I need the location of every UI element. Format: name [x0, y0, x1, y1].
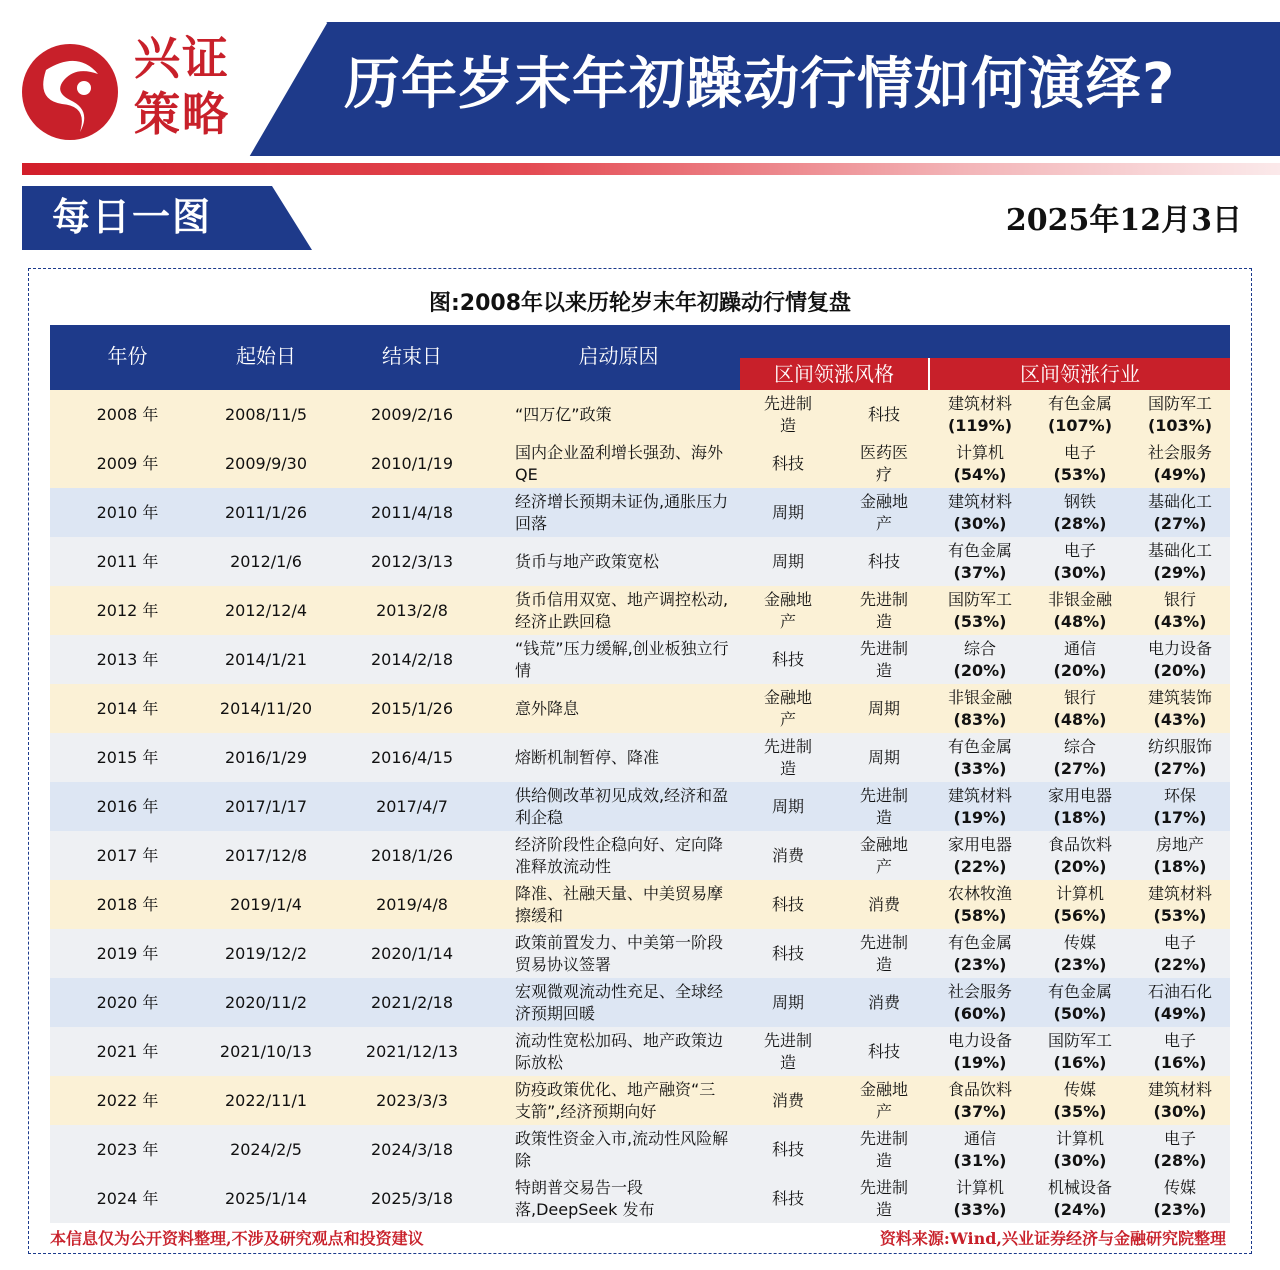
cell-style1: 先进制造	[763, 736, 812, 778]
industry-name: 有色金属	[947, 736, 1012, 756]
cell-end: 2012/3/13	[370, 551, 454, 571]
cell-start: 2012/1/6	[230, 551, 302, 571]
sub-banner	[22, 186, 312, 250]
industry-return: (35%)	[1053, 1101, 1107, 1121]
cell-reason: 降准、社融天量、中美贸易摩擦缓和	[515, 883, 724, 925]
cell-reason: 政策性资金入市,流动性风险解除	[515, 1128, 729, 1170]
industry-return: (33%)	[953, 1199, 1007, 1219]
industry-name: 综合	[1063, 736, 1096, 756]
cell-year: 2017 年	[96, 845, 159, 865]
cell-start: 2025/1/14	[224, 1188, 308, 1208]
cell-industry-3	[1130, 1174, 1230, 1223]
industry-return: (48%)	[1053, 709, 1107, 729]
cell-start: 2011/1/26	[224, 502, 308, 522]
table-row	[50, 537, 1230, 586]
industry-name: 食品饮料	[947, 1079, 1012, 1099]
industry-name: 国防军工	[1047, 1030, 1112, 1050]
cell-industry-1	[930, 586, 1030, 635]
industry-name: 有色金属	[1047, 393, 1112, 413]
industry-return: (53%)	[1153, 905, 1207, 925]
cell-reason: 经济阶段性企稳向好、定向降准释放流动性	[515, 834, 724, 876]
cell-industry-1	[930, 978, 1030, 1027]
cell-industry-1	[930, 782, 1030, 831]
cell-year: 2021 年	[96, 1041, 159, 1061]
cell-industry-1	[930, 1125, 1030, 1174]
industry-name: 电子	[1163, 1128, 1196, 1148]
cell-style2: 先进制造	[859, 638, 908, 680]
industry-return: (43%)	[1153, 709, 1207, 729]
industry-return: (19%)	[953, 1052, 1007, 1072]
cell-year: 2023 年	[96, 1139, 159, 1159]
table-row	[50, 439, 1230, 488]
industry-name: 银行	[1163, 589, 1196, 609]
industry-return: (27%)	[1153, 513, 1207, 533]
cell-style1: 先进制造	[763, 1030, 812, 1072]
cell-style1: 科技	[771, 894, 804, 914]
cell-year: 2014 年	[96, 698, 159, 718]
cell-industry-2	[1030, 586, 1130, 635]
industry-name: 计算机	[1055, 1128, 1104, 1148]
industry-name: 电子	[1063, 442, 1096, 462]
brand-line1: 兴证	[134, 31, 230, 85]
industry-return: (20%)	[1053, 660, 1107, 680]
industry-name: 建筑材料	[947, 785, 1012, 805]
cell-industry-3	[1130, 1027, 1230, 1076]
industry-name: 国防军工	[947, 589, 1012, 609]
cell-industry-3	[1130, 733, 1230, 782]
cell-reason: 政策前置发力、中美第一阶段贸易协议签署	[515, 932, 724, 974]
industry-name: 电子	[1063, 540, 1096, 560]
industry-name: 电子	[1163, 932, 1196, 952]
cell-end: 2017/4/7	[376, 796, 448, 816]
review-table	[50, 325, 1230, 1223]
cell-year: 2020 年	[96, 992, 159, 1012]
cell-style1: 科技	[771, 649, 804, 669]
table-row	[50, 880, 1230, 929]
industry-return: (54%)	[953, 464, 1007, 484]
industry-return: (37%)	[953, 1101, 1007, 1121]
cell-style1: 科技	[771, 1188, 804, 1208]
cell-year: 2011 年	[96, 551, 159, 571]
industry-return: (30%)	[953, 513, 1007, 533]
header-reason: 启动原因	[578, 344, 659, 368]
industry-return: (27%)	[1053, 758, 1107, 778]
industry-name: 食品饮料	[1047, 834, 1112, 854]
industry-return: (29%)	[1153, 562, 1207, 582]
cell-style2: 金融地产	[859, 1079, 908, 1121]
industry-name: 农林牧渔	[947, 883, 1012, 903]
cell-year: 2016 年	[96, 796, 159, 816]
cell-industry-3	[1130, 439, 1230, 488]
cell-industry-3	[1130, 1125, 1230, 1174]
table-row	[50, 1076, 1230, 1125]
industry-return: (30%)	[1153, 1101, 1207, 1121]
industry-name: 建筑材料	[1147, 883, 1212, 903]
cell-start: 2009/9/30	[224, 453, 308, 473]
cell-reason: 货币信用双宽、地产调控松动,经济止跌回稳	[515, 589, 729, 631]
industry-name: 国防军工	[1147, 393, 1212, 413]
header-end: 结束日	[382, 344, 442, 368]
cell-industry-2	[1030, 390, 1130, 439]
cell-industry-3	[1130, 929, 1230, 978]
cell-style1: 科技	[771, 943, 804, 963]
industry-return: (28%)	[1053, 513, 1107, 533]
cell-industry-2	[1030, 929, 1130, 978]
industry-name: 通信	[1063, 638, 1096, 658]
figure-title: 图:2008年以来历轮岁末年初躁动行情复盘	[428, 291, 852, 316]
cell-style2: 金融地产	[859, 834, 908, 876]
title-banner	[248, 22, 1280, 156]
industry-name: 计算机	[1055, 883, 1104, 903]
industry-name: 钢铁	[1063, 491, 1096, 511]
industry-return: (119%)	[947, 415, 1013, 435]
cell-industry-3	[1130, 635, 1230, 684]
cell-industry-1	[930, 1174, 1030, 1223]
industry-name: 传媒	[1163, 1177, 1196, 1197]
cell-reason: 供给侧改革初见成效,经济和盈利企稳	[515, 785, 729, 827]
cell-industry-2	[1030, 439, 1130, 488]
cell-reason: “钱荒”压力缓解,创业板独立行情	[515, 638, 729, 680]
cell-industry-1	[930, 929, 1030, 978]
cell-end: 2010/1/19	[370, 453, 454, 473]
industry-name: 综合	[963, 638, 996, 658]
cell-year: 2013 年	[96, 649, 159, 669]
cell-year: 2022 年	[96, 1090, 159, 1110]
industry-name: 社会服务	[1147, 442, 1212, 462]
cell-industry-1	[930, 733, 1030, 782]
industry-name: 环保	[1163, 785, 1196, 805]
cell-industry-2	[1030, 1174, 1130, 1223]
cell-style1: 先进制造	[763, 393, 812, 435]
cell-style2: 消费	[867, 992, 900, 1012]
cell-industry-2	[1030, 684, 1130, 733]
industry-return: (23%)	[1053, 954, 1107, 974]
header-start: 起始日	[236, 344, 296, 368]
cell-industry-1	[930, 1027, 1030, 1076]
cell-start: 2024/2/5	[230, 1139, 302, 1159]
industry-return: (31%)	[953, 1150, 1007, 1170]
industry-return: (56%)	[1053, 905, 1107, 925]
cell-year: 2009 年	[96, 453, 159, 473]
cell-year: 2015 年	[96, 747, 159, 767]
cell-year: 2018 年	[96, 894, 159, 914]
industry-return: (83%)	[953, 709, 1007, 729]
cell-style2: 先进制造	[859, 589, 908, 631]
industry-name: 机械设备	[1047, 1177, 1112, 1197]
cell-industry-3	[1130, 488, 1230, 537]
cell-industry-2	[1030, 782, 1130, 831]
cell-style1: 周期	[771, 502, 804, 522]
industry-name: 有色金属	[947, 540, 1012, 560]
industry-return: (22%)	[953, 856, 1007, 876]
cell-end: 2016/4/15	[370, 747, 454, 767]
cell-industry-2	[1030, 1027, 1130, 1076]
industry-return: (30%)	[1053, 562, 1107, 582]
cell-style1: 周期	[771, 796, 804, 816]
cell-start: 2017/12/8	[224, 845, 308, 865]
industry-name: 纺织服饰	[1147, 736, 1212, 756]
cell-start: 2021/10/13	[219, 1041, 313, 1061]
cell-year: 2010 年	[96, 502, 159, 522]
industry-name: 银行	[1063, 687, 1096, 707]
cell-style2: 科技	[867, 551, 900, 571]
cell-industry-1	[930, 635, 1030, 684]
cell-industry-1	[930, 537, 1030, 586]
cell-industry-1	[930, 439, 1030, 488]
header-year: 年份	[107, 344, 148, 368]
cell-year: 2019 年	[96, 943, 159, 963]
industry-return: (30%)	[1053, 1150, 1107, 1170]
header-style-group: 区间领涨风格	[740, 358, 930, 390]
cell-style1: 消费	[771, 1090, 804, 1110]
industry-name: 石油石化	[1147, 981, 1212, 1001]
cell-style1: 周期	[771, 992, 804, 1012]
cell-start: 2014/11/20	[219, 698, 313, 718]
industry-return: (53%)	[953, 611, 1007, 631]
cell-industry-2	[1030, 488, 1130, 537]
industry-name: 有色金属	[947, 932, 1012, 952]
table-body	[50, 390, 1230, 1223]
divider-strip	[22, 163, 1280, 175]
cell-industry-2	[1030, 537, 1130, 586]
table-row	[50, 978, 1230, 1027]
cell-start: 2014/1/21	[224, 649, 308, 669]
industry-name: 建筑材料	[1147, 1079, 1212, 1099]
header-industry-group: 区间领涨行业	[930, 358, 1230, 390]
industry-return: (53%)	[1053, 464, 1107, 484]
cell-style1: 消费	[771, 845, 804, 865]
industry-return: (60%)	[953, 1003, 1007, 1023]
industry-name: 电力设备	[947, 1030, 1012, 1050]
cell-style2: 先进制造	[859, 1177, 908, 1219]
cell-industry-1	[930, 1076, 1030, 1125]
industry-name: 房地产	[1155, 834, 1204, 854]
cell-end: 2015/1/26	[370, 698, 454, 718]
cell-industry-1	[930, 488, 1030, 537]
cell-industry-3	[1130, 684, 1230, 733]
cell-style1: 金融地产	[763, 687, 812, 729]
cell-style2: 周期	[867, 747, 900, 767]
cell-year: 2008 年	[96, 404, 159, 424]
industry-return: (50%)	[1053, 1003, 1107, 1023]
table-row	[50, 684, 1230, 733]
industry-name: 通信	[963, 1128, 996, 1148]
industry-return: (17%)	[1153, 807, 1207, 827]
cell-style1: 周期	[771, 551, 804, 571]
cell-start: 2012/12/4	[224, 600, 308, 620]
cell-industry-2	[1030, 978, 1130, 1027]
cell-style1: 科技	[771, 453, 804, 473]
cell-end: 2024/3/18	[370, 1139, 454, 1159]
cell-industry-1	[930, 390, 1030, 439]
cell-end: 2011/4/18	[370, 502, 454, 522]
cell-reason: 熔断机制暂停、降准	[515, 747, 660, 767]
cell-reason: 宏观微观流动性充足、全球经济预期回暖	[515, 981, 724, 1023]
industry-name: 电力设备	[1147, 638, 1212, 658]
cell-start: 2019/1/4	[230, 894, 302, 914]
industry-name: 非银金融	[1047, 589, 1112, 609]
cell-style2: 消费	[867, 894, 900, 914]
table-row	[50, 831, 1230, 880]
table-row	[50, 1125, 1230, 1174]
cell-style2: 周期	[867, 698, 900, 718]
cell-style2: 科技	[867, 404, 900, 424]
cell-reason: “四万亿”政策	[515, 404, 612, 424]
cell-style2: 金融地产	[859, 491, 908, 533]
industry-return: (20%)	[1053, 856, 1107, 876]
cell-industry-1	[930, 684, 1030, 733]
industry-name: 建筑装饰	[1147, 687, 1212, 707]
cell-reason: 货币与地产政策宽松	[515, 551, 660, 571]
cell-industry-3	[1130, 586, 1230, 635]
industry-return: (28%)	[1153, 1150, 1207, 1170]
cell-reason: 流动性宽松加码、地产政策边际放松	[515, 1030, 724, 1072]
cell-style2: 先进制造	[859, 785, 908, 827]
industry-return: (49%)	[1153, 1003, 1207, 1023]
cell-industry-3	[1130, 782, 1230, 831]
table-row	[50, 733, 1230, 782]
cell-end: 2014/2/18	[370, 649, 454, 669]
table-row	[50, 586, 1230, 635]
cell-end: 2023/3/3	[376, 1090, 448, 1110]
industry-return: (37%)	[953, 562, 1007, 582]
cell-end: 2019/4/8	[376, 894, 448, 914]
cell-industry-3	[1130, 831, 1230, 880]
industry-name: 传媒	[1063, 1079, 1096, 1099]
industry-name: 建筑材料	[947, 491, 1012, 511]
cell-style2: 医药医疗	[859, 442, 908, 484]
industry-name: 计算机	[955, 1177, 1004, 1197]
cell-start: 2020/11/2	[224, 992, 308, 1012]
brand-name	[134, 30, 230, 142]
cell-start: 2022/11/1	[224, 1090, 308, 1110]
industry-return: (20%)	[953, 660, 1007, 680]
cell-start: 2019/12/2	[224, 943, 308, 963]
cell-style2: 先进制造	[859, 1128, 908, 1170]
cell-industry-3	[1130, 1076, 1230, 1125]
cell-industry-2	[1030, 733, 1130, 782]
cell-industry-2	[1030, 880, 1130, 929]
industry-name: 有色金属	[1047, 981, 1112, 1001]
table-row	[50, 1174, 1230, 1223]
industry-return: (23%)	[953, 954, 1007, 974]
table-row	[50, 390, 1230, 439]
cell-industry-3	[1130, 390, 1230, 439]
daily-chart-label: 每日一图	[52, 194, 213, 239]
cell-end: 2020/1/14	[370, 943, 454, 963]
table-row	[50, 488, 1230, 537]
cell-end: 2025/3/18	[370, 1188, 454, 1208]
cell-industry-2	[1030, 1125, 1130, 1174]
industry-return: (20%)	[1153, 660, 1207, 680]
industry-return: (18%)	[1053, 807, 1107, 827]
industry-return: (103%)	[1147, 415, 1213, 435]
cell-style2: 科技	[867, 1041, 900, 1061]
table-row	[50, 1027, 1230, 1076]
cell-industry-2	[1030, 1076, 1130, 1125]
industry-return: (58%)	[953, 905, 1007, 925]
industry-return: (24%)	[1053, 1199, 1107, 1219]
cell-start: 2008/11/5	[224, 404, 308, 424]
industry-name: 非银金融	[947, 687, 1012, 707]
industry-return: (22%)	[1153, 954, 1207, 974]
brand-logo	[18, 30, 248, 150]
industry-name: 家用电器	[1047, 785, 1112, 805]
industry-return: (19%)	[953, 807, 1007, 827]
cell-reason: 国内企业盈利增长强劲、海外 QE	[515, 442, 724, 484]
report-date: 2025年12月3日	[1005, 203, 1242, 238]
page-title: 历年岁末年初躁动行情如何演绎?	[344, 52, 1176, 117]
cell-reason: 意外降息	[515, 698, 580, 718]
industry-return: (16%)	[1153, 1052, 1207, 1072]
logo-swirl-icon	[18, 40, 122, 144]
cell-industry-1	[930, 831, 1030, 880]
cell-style1: 金融地产	[763, 589, 812, 631]
industry-return: (27%)	[1153, 758, 1207, 778]
cell-end: 2009/2/16	[370, 404, 454, 424]
cell-reason: 特朗普交易告一段落,DeepSeek 发布	[515, 1177, 655, 1219]
cell-end: 2021/2/18	[370, 992, 454, 1012]
cell-style2: 先进制造	[859, 932, 908, 974]
disclaimer: 本信息仅为公开资料整理,不涉及研究观点和投资建议	[50, 1229, 424, 1248]
cell-industry-3	[1130, 880, 1230, 929]
industry-return: (49%)	[1153, 464, 1207, 484]
industry-return: (107%)	[1047, 415, 1113, 435]
cell-year: 2024 年	[96, 1188, 159, 1208]
industry-return: (18%)	[1153, 856, 1207, 876]
brand-line2: 策略	[134, 87, 230, 141]
table-header	[50, 325, 1230, 390]
cell-year: 2012 年	[96, 600, 159, 620]
table-row	[50, 929, 1230, 978]
table-row	[50, 635, 1230, 684]
cell-industry-3	[1130, 537, 1230, 586]
industry-return: (33%)	[953, 758, 1007, 778]
cell-start: 2017/1/17	[224, 796, 308, 816]
industry-return: (48%)	[1053, 611, 1107, 631]
industry-name: 家用电器	[947, 834, 1012, 854]
cell-industry-3	[1130, 978, 1230, 1027]
cell-end: 2013/2/8	[376, 600, 448, 620]
cell-style1: 科技	[771, 1139, 804, 1159]
industry-return: (43%)	[1153, 611, 1207, 631]
cell-reason: 经济增长预期未证伪,通胀压力回落	[515, 491, 729, 533]
cell-start: 2016/1/29	[224, 747, 308, 767]
cell-end: 2018/1/26	[370, 845, 454, 865]
industry-name: 传媒	[1063, 932, 1096, 952]
industry-return: (16%)	[1053, 1052, 1107, 1072]
industry-return: (23%)	[1153, 1199, 1207, 1219]
industry-name: 基础化工	[1147, 491, 1212, 511]
cell-industry-1	[930, 880, 1030, 929]
cell-industry-2	[1030, 635, 1130, 684]
industry-name: 建筑材料	[947, 393, 1012, 413]
industry-name: 社会服务	[947, 981, 1012, 1001]
industry-name: 电子	[1163, 1030, 1196, 1050]
industry-name: 基础化工	[1147, 540, 1212, 560]
source-note: 资料来源:Wind,兴业证券经济与金融研究院整理	[879, 1229, 1226, 1248]
industry-name: 计算机	[955, 442, 1004, 462]
table-row	[50, 782, 1230, 831]
cell-reason: 防疫政策优化、地产融资“三支箭”,经济预期向好	[515, 1079, 716, 1121]
cell-end: 2021/12/13	[365, 1041, 459, 1061]
cell-industry-2	[1030, 831, 1130, 880]
